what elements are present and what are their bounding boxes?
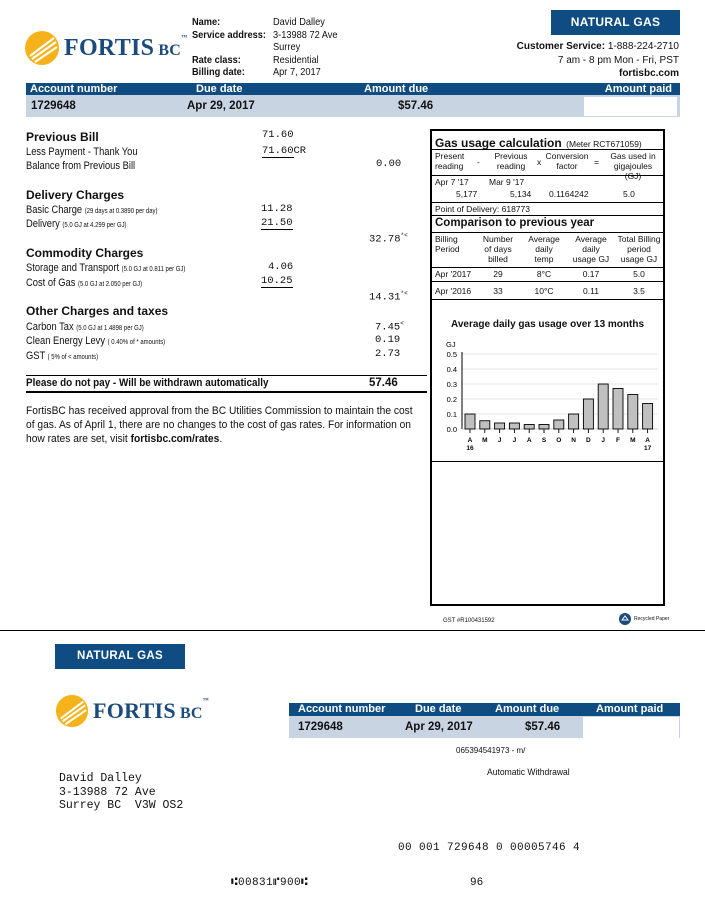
commodity-subtotal-mark: *< [400,290,408,297]
gst-amount: 2.73 [375,348,401,360]
y-axis-label: GJ [446,340,456,349]
previous-bill-title: Previous Bill [26,130,99,144]
payment-amount: 71.60CR [262,145,307,157]
mail-name: David Dalley [59,772,142,785]
cmp-h-avg-1: Average [575,234,607,244]
delivery-amount: 21.50 [261,217,293,229]
cmp-h-avg-2: daily [582,244,600,254]
cost-of-gas-label: Cost of Gas [26,277,76,289]
mail-line1: 3-13988 72 Ave [59,785,156,799]
cost-of-gas-amount: 10.25 [261,275,293,287]
cmp-temp: 8°C [536,269,552,279]
y-tick-label: 0.1 [446,410,457,419]
cmp-h-avg-3: usage GJ [572,254,610,264]
due-date: Apr 29, 2017 [187,100,255,112]
clean-energy-levy-note: ( 0.40% of * amounts) [107,339,166,346]
cmp-total-usage: 3.5 [633,286,645,296]
col-gas-2: gigajoules (GJ) [613,161,653,181]
header-account-number: Account number [30,83,118,95]
x-tick-label: S [541,437,547,444]
natural-gas-badge: NATURAL GAS [551,10,680,35]
recycled-paper-label: Recycled Paper [634,616,670,622]
micr-suffix: 96 [470,877,484,889]
usage-panel [430,129,665,606]
bar-7 [569,414,579,429]
gas-used: 5.0 [623,189,635,199]
bar-4 [524,425,534,430]
x-tick-label: A [467,437,473,444]
stub-fortisbc-logo-icon [55,694,89,728]
cmp-h-total-1: Total Billing [617,234,661,244]
bar-9 [598,384,608,429]
bar-6 [554,420,564,429]
conversion-factor: 0.1164242 [549,189,589,199]
cmp-avg-usage: 0.11 [583,286,599,296]
cmp-h-temp-1: Average [528,234,560,244]
summary-values [26,95,680,117]
y-tick-label: 0.0 [446,425,457,434]
gst-label: GST [26,350,46,362]
stub-natural-gas-badge: NATURAL GAS [55,644,185,669]
header-amount-due: Amount due [364,83,429,95]
stub-header-amount-due: Amount due [495,703,560,715]
y-tick-label: 0.3 [446,380,457,389]
billing-date: Apr 7, 2017 [273,66,321,78]
name-label: Name: [192,16,221,28]
storage-label: Storage and Transport [26,262,120,274]
service-hours: 7 am - 8 pm Mon - Fri, PST [557,54,679,66]
bar-0 [465,414,475,429]
comparison-row-2016 [435,286,661,297]
header-amount-paid: Amount paid [604,83,672,95]
gst-note: ( 5% of < amounts) [47,354,99,361]
x-tick-label: A [526,437,532,444]
y-tick-label: 0.4 [446,365,457,374]
x-year-label-last: 17 [643,445,652,452]
col-present-1: Present [435,151,465,161]
customer-service-label: Customer Service: [516,41,606,52]
address-line1: 3-13988 72 Ave [273,28,338,41]
x-tick-label: D [586,437,591,444]
cmp-period: Apr '2016 [435,286,472,296]
cmp-days: 29 [493,269,503,279]
x-tick-label: M [630,437,636,444]
delivery-subtotal [369,232,408,246]
comparison-title: Comparison to previous year [435,217,595,229]
customer-info-values [273,16,393,79]
amount-due: $57.46 [398,100,434,112]
tear-line [0,630,705,631]
stub-payment-method: Automatic Withdrawal [487,767,570,778]
logo-tm: ™ [181,34,188,41]
x-tick-label: N [571,437,576,444]
rates-link[interactable]: fortisbc.com/rates [130,433,220,445]
chart-title: Average daily gas usage over 13 months [450,319,645,330]
header-due-date: Due date [196,83,243,95]
cmp-period: Apr '2017 [435,269,472,279]
total-label: Please do not pay - Will be withdrawn automatically [26,377,269,389]
stub-amount-paid-field[interactable] [583,717,679,738]
stub-summary-header [289,703,680,716]
delivery-title: Delivery Charges [26,188,125,202]
cmp-h-days-2: of days [484,244,512,254]
total-row [26,375,427,393]
cmp-total-usage: 5.0 [633,269,645,279]
cmp-h-days-3: billed [488,254,508,264]
x-tick-label: F [616,437,620,444]
stub-logo-name: FORTIS [93,698,176,723]
summary-header [26,83,680,95]
previous-reading: 5,134 [510,189,532,199]
delivery-subtotal-value: 32.78 [369,233,401,246]
x-tick-label: J [497,437,502,444]
delivery-label: Delivery [26,218,60,230]
billing-label: Billing date: [192,66,245,78]
stub-summary-values [289,716,680,738]
x-tick-label: J [512,437,517,444]
bar-5 [539,425,549,430]
col-present-2: reading [435,161,464,171]
cmp-h-billing-1: Billing [435,234,458,244]
carbon-tax-note: (5.0 GJ at 1.4898 per GJ) [76,325,144,332]
cmp-h-total-2: period [627,244,651,254]
comparison-row-2017 [435,269,661,280]
usage-calc-title: Gas usage calculation [435,136,562,150]
micr-line: ⑆00831⑈900⑆ [231,877,309,889]
cmp-h-temp-3: temp [534,254,554,264]
scan-line: 00 001 729648 0 00005746 4 [398,842,581,854]
x-year-label-first: 16 [466,445,474,452]
bar-10 [613,389,623,430]
x-tick-label: J [601,437,606,444]
rate-notice [26,404,417,446]
x-tick-label: A [645,437,650,444]
cmp-h-days-1: Number [482,234,514,244]
contact-info [419,40,679,81]
previous-date: Mar 9 '17 [489,177,525,187]
bar-2 [495,423,505,429]
bar-1 [480,421,490,429]
bar-8 [583,399,593,429]
op-minus: - [477,157,480,167]
clean-energy-levy-amount: 0.19 [375,334,401,346]
cmp-h-billing-2: Period [435,244,460,254]
chart-divider [432,461,663,462]
col-conversion-1: Conversion [545,151,589,161]
fortisbc-logo [24,30,187,66]
cost-of-gas-note: (5.0 GJ at 2.050 per GJ) [77,281,143,288]
commodity-title: Commodity Charges [26,246,144,260]
rate-notice-end: . [219,433,223,445]
address-line2: Surrey [273,41,301,53]
stub-due-date: Apr 29, 2017 [405,721,473,733]
cmp-days: 33 [493,286,503,296]
gst-number: GST #R100431592 [443,618,495,624]
col-gas-1: Gas used in [610,151,656,161]
usage-calc-headers [435,151,660,181]
col-previous-2: reading [496,161,526,171]
bar-11 [628,395,638,430]
payment-label: Less Payment - Thank You [26,146,138,158]
storage-note: (5.0 GJ at 0.811 per GJ) [121,266,186,273]
stub-header-amount-paid: Amount paid [596,703,664,715]
stub-account-number: 1729648 [298,721,343,733]
col-previous-1: Previous [494,151,528,161]
usage-chart [432,331,663,459]
meter-number: (Meter RCT671059) [566,139,642,149]
customer-name: David Dalley [273,16,325,28]
bar-3 [509,423,519,429]
y-tick-label: 0.5 [446,350,457,359]
x-tick-label: M [482,437,488,444]
clean-energy-levy-label: Clean Energy Levy [26,335,106,347]
carbon-tax-value: 7.45 [375,321,401,334]
commodity-subtotal [369,290,408,304]
delivery-subtotal-mark: *< [400,232,408,239]
cmp-h-total-3: usage GJ [620,254,658,264]
address-label: Service address: [192,28,266,41]
mail-line2: Surrey BC V3W OS2 [59,799,184,812]
recycled-paper [619,613,669,625]
rate-class: Residential [273,53,319,66]
mailing-address [59,772,183,813]
delivery-note: (5.0 GJ at 4.299 per GJ) [62,222,127,229]
carbon-tax-mark: < [400,320,404,327]
customer-info-labels [192,16,282,79]
carbon-tax-label: Carbon Tax [26,321,74,333]
y-tick-label: 0.2 [446,395,457,404]
present-date: Apr 7 '17 [435,177,469,187]
stub-fortisbc-logo [55,694,209,728]
op-equals: = [594,157,599,167]
customer-service-phone: 1-888-224-2710 [607,41,679,52]
cmp-avg-usage: 0.17 [582,269,600,279]
bar-12 [643,404,653,430]
recycle-icon [619,613,631,625]
logo-name: FORTIS [64,34,155,61]
storage-amount: 4.06 [268,261,294,273]
x-tick-label: O [556,437,562,444]
stub-header-account-number: Account number [298,703,386,715]
previous-bill-amount: 71.60 [262,129,294,141]
stub-amount-due: $57.46 [525,721,561,733]
balance-label: Balance from Previous Bill [26,160,136,172]
op-times: x [537,157,542,167]
commodity-subtotal-value: 14.31 [369,291,401,304]
basic-charge-note: (29 days at 0.3890 per day) [84,208,158,215]
logo-suffix: BC [158,41,182,59]
comparison-headers [435,234,661,266]
stub-header-due-date: Due date [415,703,462,715]
point-of-delivery: Point of Delivery: 618773 [435,204,530,214]
stub-logo-tm: ™ [202,698,210,704]
basic-charge-amount: 11.28 [261,203,293,215]
website-link[interactable]: fortisbc.com [618,68,679,79]
total-amount: 57.46 [369,377,398,389]
balance-amount: 0.00 [376,158,402,170]
cmp-temp: 10°C [534,286,554,296]
rate-label: Rate class: [192,53,241,66]
basic-charge-label: Basic Charge [26,204,83,216]
fortisbc-logo-icon [24,30,60,66]
account-number: 1729648 [31,100,76,112]
col-conversion-2: factor [556,161,578,171]
stub-reference: 065394541973 - m/ [456,746,526,755]
cmp-h-temp-2: daily [535,244,553,254]
amount-paid-field[interactable] [584,97,677,116]
stub-logo-suffix: BC [179,705,203,722]
carbon-tax-amount [375,320,404,334]
rate-notice-text: FortisBC has received approval from the BC Utilities Commission to maintain the cost of gas. As of April 1, there are no changes to the cost of gas rates. For information on how rates are set, visit [26,405,413,445]
present-reading: 5,177 [456,189,478,199]
other-charges-title: Other Charges and taxes [26,304,169,318]
